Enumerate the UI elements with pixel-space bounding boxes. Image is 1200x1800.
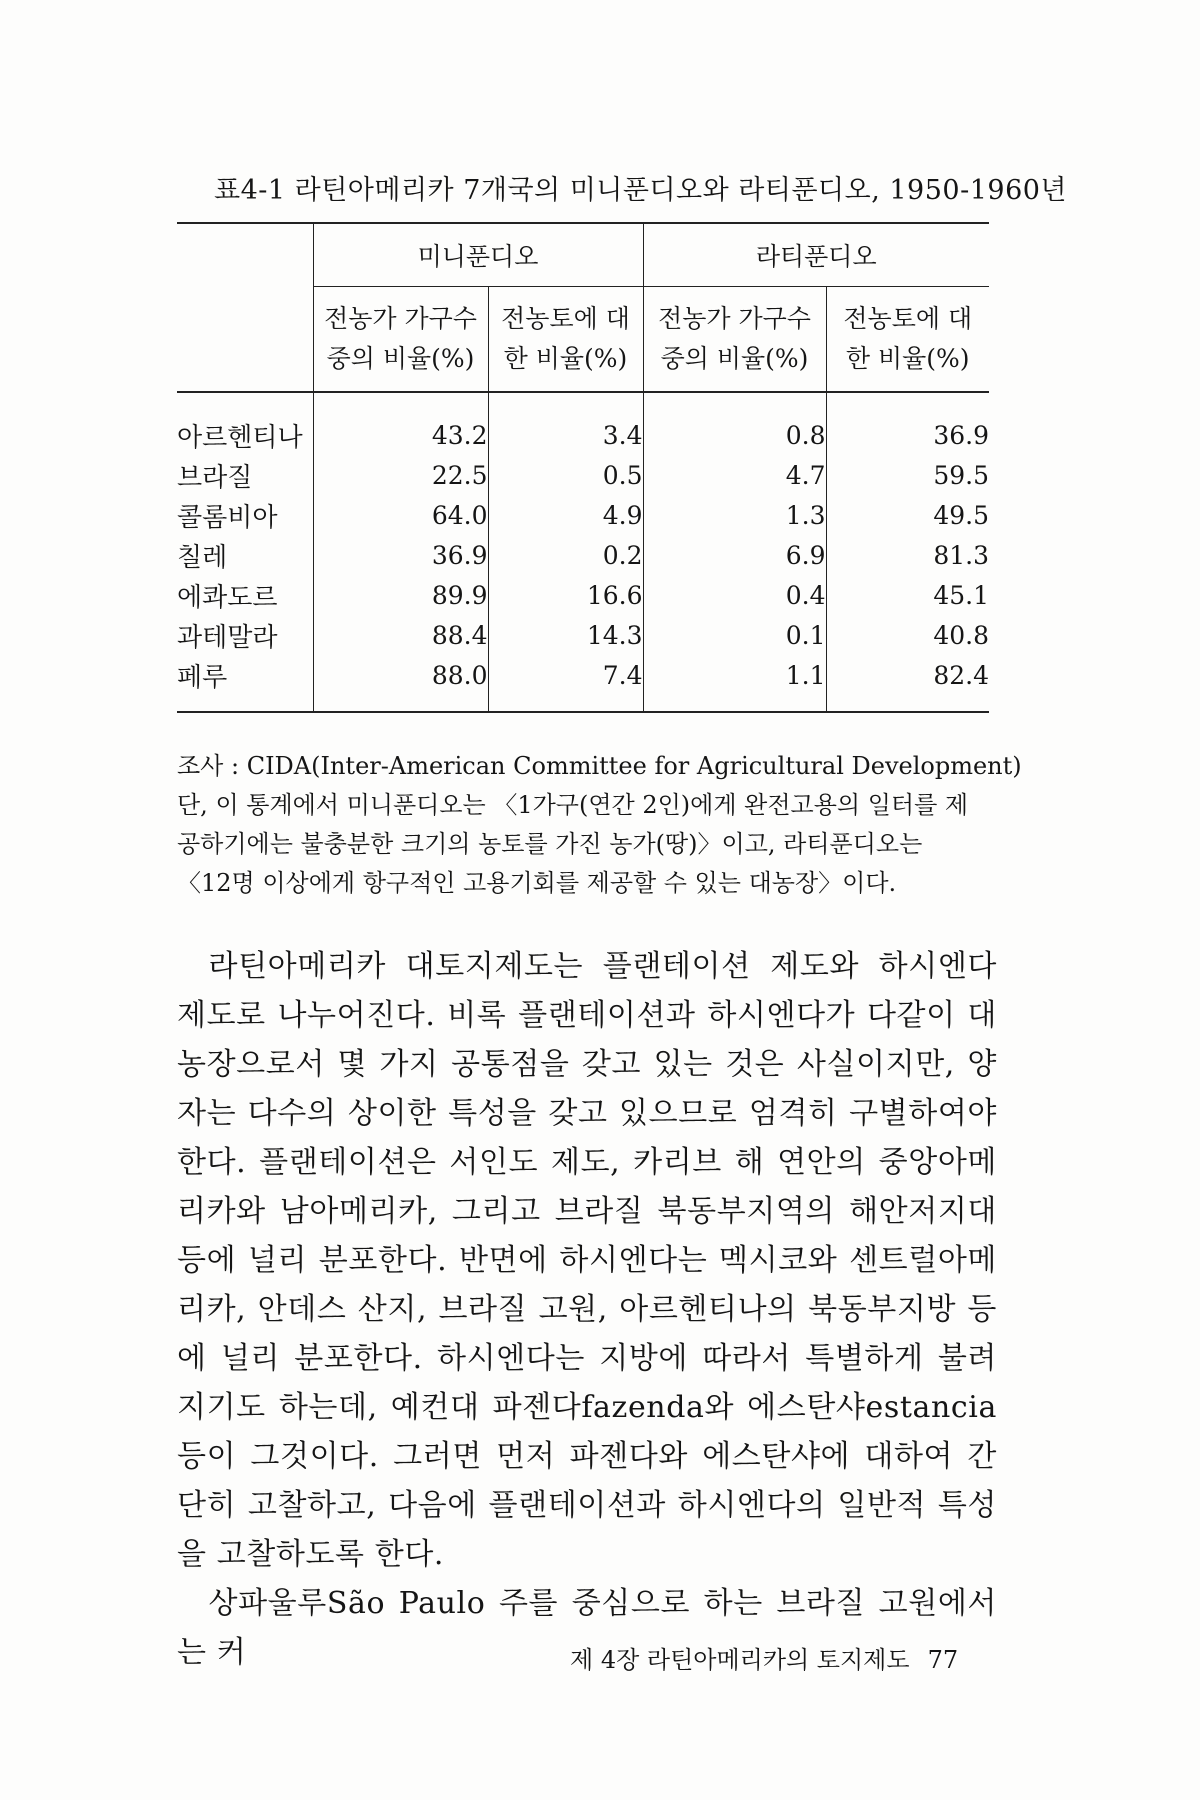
table-cell: 64.0 xyxy=(313,495,488,535)
table-cell: 36.9 xyxy=(826,392,989,455)
table-cell: 0.4 xyxy=(643,575,826,615)
table-cell: 49.5 xyxy=(826,495,989,535)
table-cell: 82.4 xyxy=(826,655,989,712)
group-header-minifundio: 미니푼디오 xyxy=(313,223,643,287)
table-footnote xyxy=(177,747,1022,903)
table-cell: 4.7 xyxy=(643,455,826,495)
table-cell: 14.3 xyxy=(488,615,643,655)
footnote-line: 단, 이 통계에서 미니푼디오는 〈1가구(연간 2인)에게 완전고용의 일터를 제 xyxy=(177,791,969,819)
table-cell: 1.1 xyxy=(643,655,826,712)
subheader-line: 전농가 가구수 xyxy=(324,304,477,333)
subheader-line: 전농토에 대 xyxy=(501,304,630,333)
country-name: 칠레 xyxy=(177,542,228,573)
table-cell: 6.9 xyxy=(643,535,826,575)
table-cell: 45.1 xyxy=(826,575,989,615)
subheader-household-share xyxy=(313,287,488,393)
body-paragraph: 상파울루São Paulo 주를 중심으로 하는 브라질 고원에서는 커 xyxy=(177,1586,997,1670)
subheader-land-share xyxy=(826,287,989,393)
table-cell: 22.5 xyxy=(313,455,488,495)
table-cell: 16.6 xyxy=(488,575,643,615)
table-cell: 1.3 xyxy=(643,495,826,535)
table-row xyxy=(177,575,989,615)
table-cell: 88.0 xyxy=(313,655,488,712)
table-cell: 0.5 xyxy=(488,455,643,495)
table-corner-cell-lower xyxy=(177,287,313,393)
minifundio-latifundio-table xyxy=(177,222,989,713)
table-cell: 0.1 xyxy=(643,615,826,655)
table-cell: 88.4 xyxy=(313,615,488,655)
subheader-line: 중의 비율(%) xyxy=(326,344,475,373)
table-cell: 4.9 xyxy=(488,495,643,535)
page-number: 77 xyxy=(927,1646,959,1674)
subheader-line: 전농가 가구수 xyxy=(658,304,811,333)
table-row xyxy=(177,535,989,575)
table-cell: 0.8 xyxy=(643,392,826,455)
footnote-line: 공하기에는 불충분한 크기의 농토를 가진 농가(땅)〉이고, 라티푼디오는 xyxy=(177,830,923,858)
table-cell: 43.2 xyxy=(313,392,488,455)
body-text xyxy=(177,942,997,1677)
footnote-source-line: 조사 : CIDA(Inter-American Committee for Agricultural Development) xyxy=(177,752,1022,780)
table-cell: 3.4 xyxy=(488,392,643,455)
table-row xyxy=(177,455,989,495)
country-name: 아르헨티나 xyxy=(177,422,303,453)
table-caption: 표4-1 라틴아메리카 7개국의 미니푼디오와 라티푼디오, 1950-1960년 xyxy=(214,175,1068,206)
country-name: 에콰도르 xyxy=(177,582,278,613)
table-cell: 89.9 xyxy=(313,575,488,615)
subheader-line: 중의 비율(%) xyxy=(660,344,809,373)
subheader-line: 전농토에 대 xyxy=(843,304,973,333)
country-name: 과테말라 xyxy=(177,622,278,653)
country-name: 콜롬비아 xyxy=(177,502,278,533)
subheader-line: 한 비율(%) xyxy=(503,344,628,373)
country-name: 페루 xyxy=(177,662,228,693)
statistics-table-container xyxy=(177,222,989,713)
table-cell: 0.2 xyxy=(488,535,643,575)
footnote-line: 〈12명 이상에게 항구적인 고용기회를 제공할 수 있는 대농장〉이다. xyxy=(177,869,897,897)
subheader-line: 한 비율(%) xyxy=(845,344,970,373)
subheader-land-share xyxy=(488,287,643,393)
table-cell: 36.9 xyxy=(313,535,488,575)
table-cell: 40.8 xyxy=(826,615,989,655)
table-cell: 59.5 xyxy=(826,455,989,495)
table-row xyxy=(177,495,989,535)
page-footer xyxy=(570,1640,958,1675)
table-cell: 81.3 xyxy=(826,535,989,575)
table-row xyxy=(177,655,989,712)
running-chapter-title: 제 4장 라틴아메리카의 토지제도 xyxy=(570,1646,910,1674)
table-row xyxy=(177,615,989,655)
country-name: 브라질 xyxy=(177,462,253,493)
table-cell: 7.4 xyxy=(488,655,643,712)
group-header-latifundio: 라티푼디오 xyxy=(643,223,989,287)
body-paragraph: 라틴아메리카 대토지제도는 플랜테이션 제도와 하시엔다 제도로 나누어진다. 비록 플랜테이션과 하시엔다가 다같이 대농장으로서 몇 가지 공통점을 갖고 있는 것은 사실이지만, 양자는 다수의 상이한 특성을 갖고 있으므로 엄격히 구별하여야 한다. 플랜테이션은 서인도 제도, 카리브 해 연안의 중앙아메리카와 남아메리카, 그리고 브라질 북동부지역의 해안저지대 등에 널리 분포한다. 반면에 하시엔다는 멕시코와 센트럴아메리카, 안데스 산지, 브라질 고원, 아르헨티나의 북동부지방 등에 널리 분포한다. 하시엔다는 지방에 따라서 특별하게 불려지기도 하는데, 예컨대 파젠다fazenda와 에스탄샤estancia 등이 그것이다. 그러면 먼저 파젠다와 에스탄샤에 대하여 간단히 고찰하고, 다음에 플랜테이션과 하시엔다의 일반적 특성을 고찰하도록 한다. xyxy=(177,949,997,1572)
subheader-household-share xyxy=(643,287,826,393)
table-corner-cell xyxy=(177,223,313,287)
table-row xyxy=(177,392,989,455)
